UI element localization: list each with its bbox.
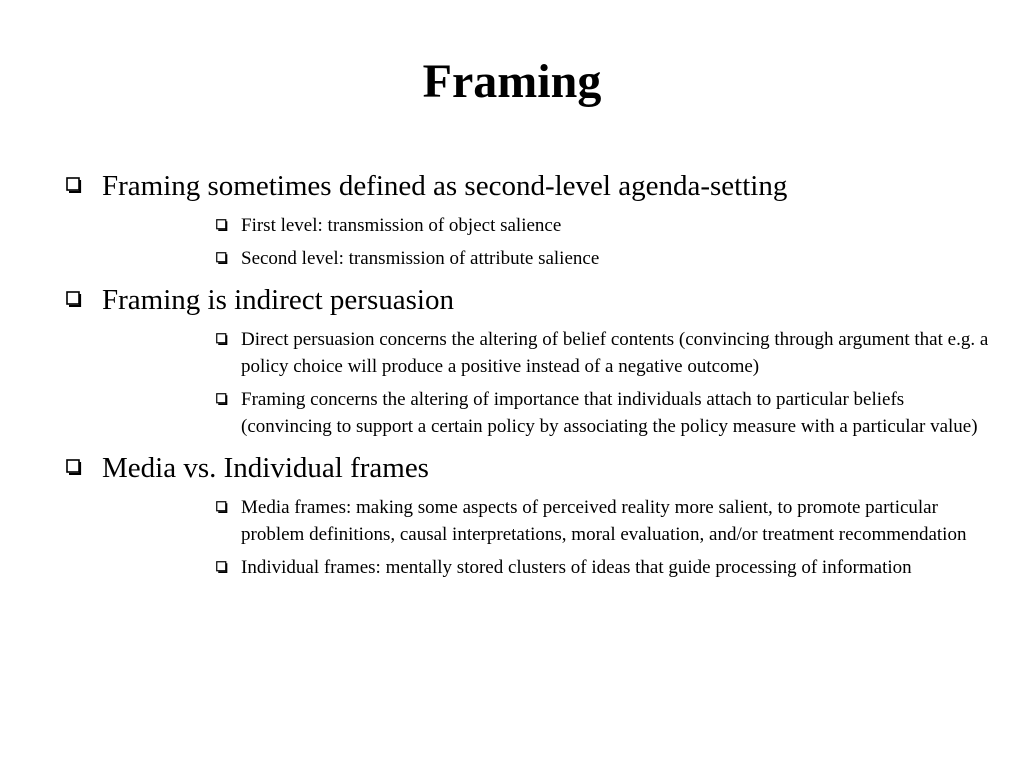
bullet-text: Media vs. Individual frames: [102, 452, 429, 484]
hollow-square-bullet-icon: [216, 561, 228, 573]
bullet-item-level2: [216, 494, 996, 548]
hollow-square-bullet-icon: [66, 291, 82, 307]
bullet-item-level2: [216, 386, 996, 440]
bullet-text: Framing sometimes defined as second-level agenda-setting: [102, 170, 788, 202]
bullet-text: First level: transmission of object salience: [241, 215, 562, 236]
bullet-item-level2: [216, 326, 996, 380]
slide-title: Framing: [422, 55, 602, 108]
hollow-square-bullet-icon: [216, 219, 228, 231]
sub-bullet-list: [216, 326, 996, 440]
bullet-text: Direct persuasion concerns the altering of belief contents (convincing through argument that e.g. a policy choice will produce a positive instead of a negative outcome): [241, 329, 989, 377]
bullet-item-level2: [216, 212, 996, 239]
hollow-square-bullet-icon: [216, 252, 228, 264]
bullet-item-level2: [216, 554, 996, 581]
sub-bullet-list: [216, 212, 996, 272]
bullet-text: Media frames: making some aspects of perceived reality more salient, to promote particular problem definitions, causal interpretations, moral evaluation, and/or treatment recommendation: [241, 497, 967, 545]
bullet-item-level2: [216, 245, 996, 272]
bullet-text: Framing is indirect persuasion: [102, 284, 454, 316]
bullet-item-level1: [66, 282, 996, 318]
bullet-item-level1: [66, 450, 996, 486]
bullet-text: Individual frames: mentally stored clusters of ideas that guide processing of information: [241, 557, 912, 578]
hollow-square-bullet-icon: [216, 393, 228, 405]
hollow-square-bullet-icon: [66, 459, 82, 475]
bullet-item-level1: [66, 168, 996, 204]
hollow-square-bullet-icon: [216, 333, 228, 345]
bullet-text: Framing concerns the altering of importance that individuals attach to particular beliefs (convincing to support a certain policy by associating the policy measure with a particular value): [241, 389, 978, 437]
hollow-square-bullet-icon: [66, 177, 82, 193]
slide-content: [66, 168, 996, 591]
bullet-text: Second level: transmission of attribute salience: [241, 248, 600, 269]
hollow-square-bullet-icon: [216, 501, 228, 513]
sub-bullet-list: [216, 494, 996, 581]
